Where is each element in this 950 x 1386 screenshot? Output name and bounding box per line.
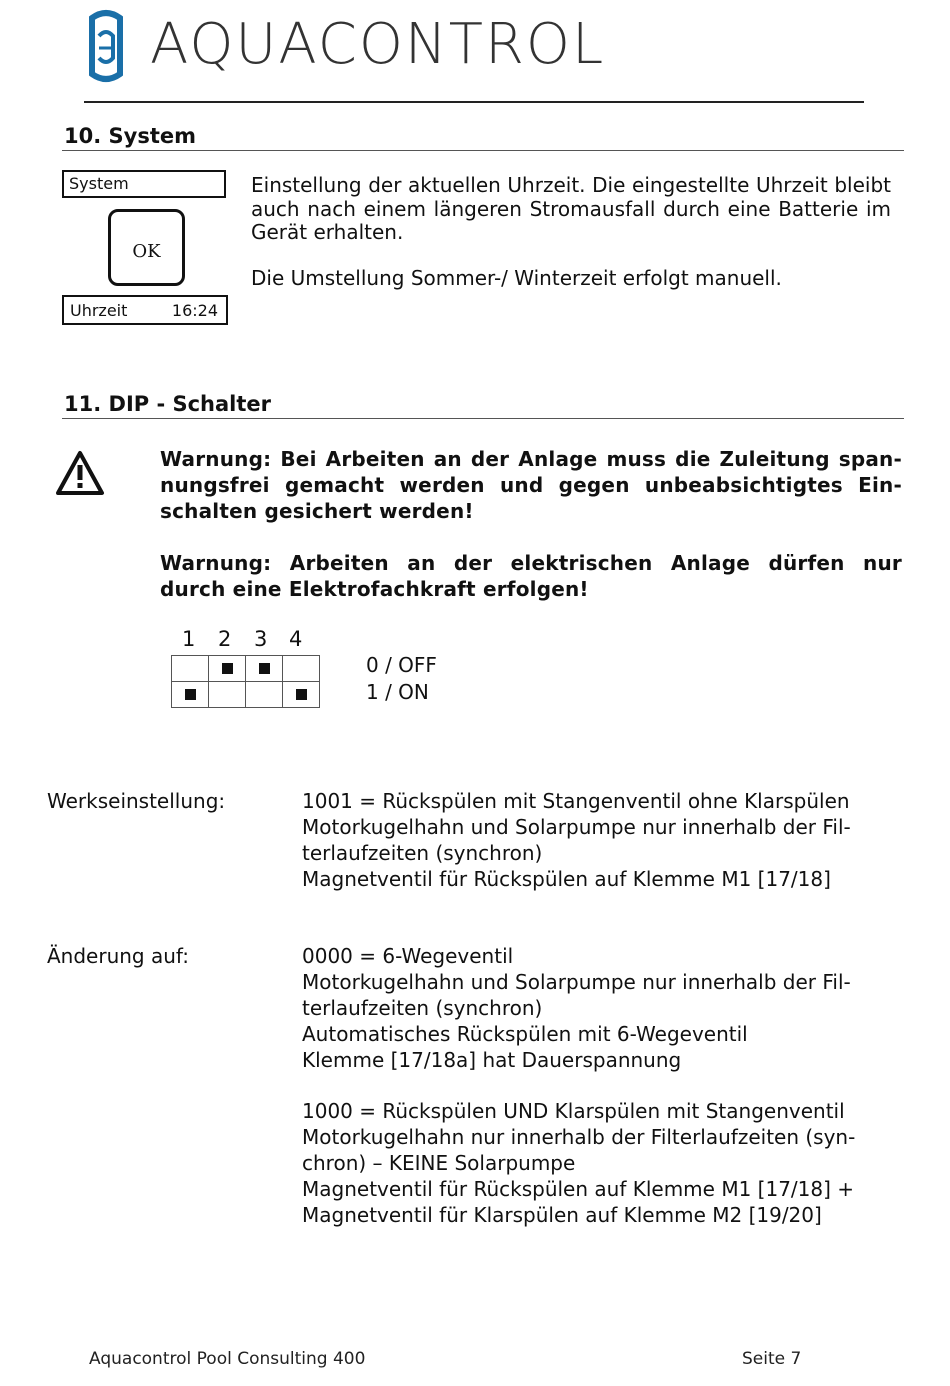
warning-1-line: nungsfrei gemacht werden und gegen unbeabsichtigtes Ein- xyxy=(160,473,902,497)
factory-line: Motorkugelhahn und Solarpumpe nur innerhalb der Fil- xyxy=(302,815,851,839)
warning-triangle-icon xyxy=(55,450,105,496)
time-value: 16:24 xyxy=(171,301,218,320)
option-line: Magnetventil für Klarspülen auf Klemme M2 [19/20] xyxy=(302,1203,822,1227)
daylight-saving-note: Die Umstellung Sommer-/ Winterzeit erfolgt manuell. xyxy=(251,266,782,290)
factory-setting-label: Werkseinstellung: xyxy=(47,789,226,813)
dip-switch-grid xyxy=(171,655,320,708)
dip-cell xyxy=(209,682,246,708)
dip-cell xyxy=(246,682,283,708)
dip-number: 2 xyxy=(218,627,232,651)
warning-2-line: durch eine Elektrofachkraft erfolgen! xyxy=(160,577,589,601)
dip-cell xyxy=(246,656,283,682)
system-description: Einstellung der aktuellen Uhrzeit. Die eingestellte Uhrzeit bleibt auch nach einem längeren Stromausfall durch eine Batterie im Gerät erhalten. xyxy=(251,173,891,244)
warning-1-line: Warnung: Bei Arbeiten an der Anlage muss die Zuleitung span- xyxy=(160,447,902,471)
display-time-row xyxy=(62,295,228,325)
change-to-label: Änderung auf: xyxy=(47,944,189,968)
option-line: chron) – KEINE Solarpumpe xyxy=(302,1151,576,1175)
footer-document-title: Aquacontrol Pool Consulting 400 xyxy=(89,1349,366,1369)
warning-1-line: schalten gesichert werden! xyxy=(160,499,474,523)
dip-switch-numbers xyxy=(172,627,322,651)
option-line: Magnetventil für Rückspülen auf Klemme M1 [17/18] + xyxy=(302,1177,855,1201)
display-system-label: System xyxy=(62,170,226,198)
factory-setting-text xyxy=(302,788,902,892)
footer-page-number: Seite 7 xyxy=(742,1349,802,1369)
ok-button: OK xyxy=(108,209,185,286)
dip-cell xyxy=(283,682,320,708)
dip-cell xyxy=(209,656,246,682)
time-label: Uhrzeit xyxy=(70,301,128,320)
header-divider xyxy=(84,101,864,103)
factory-line: terlaufzeiten (synchron) xyxy=(302,841,543,865)
warning-2 xyxy=(160,550,902,602)
legend-off: 0 / OFF xyxy=(366,653,437,677)
option-line: Motorkugelhahn und Solarpumpe nur innerhalb der Fil- xyxy=(302,970,851,994)
dip-switch-marker xyxy=(296,689,307,700)
dip-number: 3 xyxy=(254,627,268,651)
factory-line: 1001 = Rückspülen mit Stangenventil ohne Klarspülen xyxy=(302,789,850,813)
section-10-title: 10. System xyxy=(64,124,196,148)
warning-1 xyxy=(160,446,902,524)
dip-cell xyxy=(283,656,320,682)
section-11-title: 11. DIP - Schalter xyxy=(64,392,272,416)
dip-number: 4 xyxy=(289,627,303,651)
legend-on: 1 / ON xyxy=(366,680,429,704)
dip-cell xyxy=(172,656,209,682)
option-line: terlaufzeiten (synchron) xyxy=(302,996,543,1020)
section-10-divider xyxy=(62,150,904,151)
change-option-0000 xyxy=(302,943,902,1073)
option-line: Motorkugelhahn nur innerhalb der Filterlaufzeiten (syn- xyxy=(302,1125,856,1149)
option-line: 1000 = Rückspülen UND Klarspülen mit Stangenventil xyxy=(302,1099,845,1123)
dip-switch-marker xyxy=(259,663,270,674)
dip-row-off xyxy=(172,656,320,682)
factory-line: Magnetventil für Rückspülen auf Klemme M1 [17/18] xyxy=(302,867,831,891)
warning-2-line: Warnung: Arbeiten an der elektrischen Anlage dürfen nur xyxy=(160,551,902,575)
section-11-divider xyxy=(62,418,904,419)
dip-cell xyxy=(172,682,209,708)
dip-row-on xyxy=(172,682,320,708)
change-option-1000 xyxy=(302,1098,902,1228)
brand-name: AQUACONTROL xyxy=(150,12,606,77)
dip-number: 1 xyxy=(182,627,196,651)
dip-switch-marker xyxy=(185,689,196,700)
dip-switch-marker xyxy=(222,663,233,674)
dip-legend xyxy=(366,652,437,706)
option-line: 0000 = 6-Wegeventil xyxy=(302,944,514,968)
aquacontrol-logo-icon xyxy=(84,8,128,84)
option-line: Automatisches Rückspülen mit 6-Wegeventil xyxy=(302,1022,748,1046)
option-line: Klemme [17/18a] hat Dauerspannung xyxy=(302,1048,682,1072)
